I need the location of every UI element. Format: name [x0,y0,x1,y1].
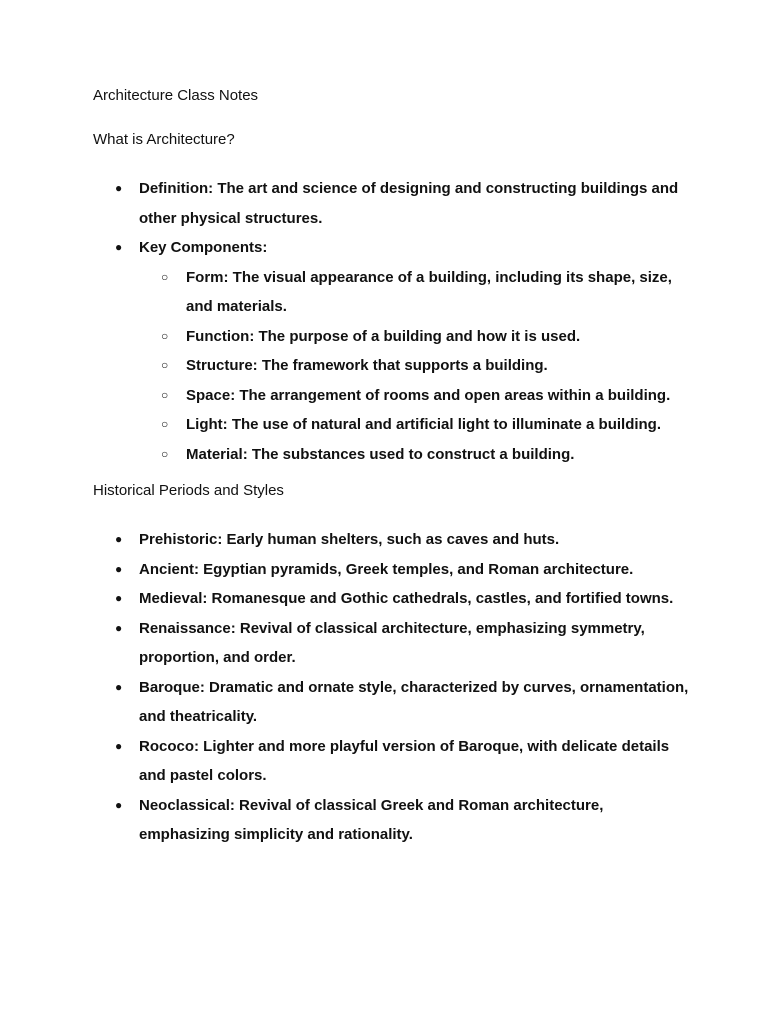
list-item: ● Rococo: Lighter and more playful version of Baroque, with delicate details and pastel colors. [93,732,693,791]
sub-list-item: ○ Function: The purpose of a building and how it is used. [139,322,693,352]
sub-list-item: ○ Material: The substances used to construct a building. [139,440,693,470]
bullet-list-historical-periods [93,525,693,850]
sub-list-item: ○ Space: The arrangement of rooms and open areas within a building. [139,381,693,411]
bullet-list-what-is-architecture [93,174,693,469]
list-item: ● Medieval: Romanesque and Gothic cathedrals, castles, and fortified towns. [93,584,693,614]
list-item [93,233,693,469]
list-item: ● Renaissance: Revival of classical architecture, emphasizing symmetry, proportion, and order. [93,614,693,673]
list-item [93,174,693,233]
sub-list-item: ○ Structure: The framework that supports a building. [139,351,693,381]
section-heading-what-is-architecture: What is Architecture? [93,131,235,148]
list-item: ● Baroque: Dramatic and ornate style, characterized by curves, ornamentation, and theatricality. [93,673,693,732]
document-title: Architecture Class Notes [93,87,259,104]
sub-list-item: ○ Form: The visual appearance of a building, including its shape, size, and materials. [139,263,693,322]
document-page [93,86,693,850]
list-item-text: Key Components: [139,239,268,256]
list-item: ● Neoclassical: Revival of classical Greek and Roman architecture, emphasizing simplicity and rationality. [93,791,693,850]
sub-list-item: ○ Light: The use of natural and artificial light to illuminate a building. [139,410,693,440]
list-item-text: Definition: The art and science of designing and constructing buildings and other physical structures. [139,180,679,227]
list-item: ● Ancient: Egyptian pyramids, Greek temples, and Roman architecture. [93,555,693,585]
list-item: ● Prehistoric: Early human shelters, such as caves and huts. [93,525,693,555]
section-heading-historical-periods: Historical Periods and Styles [93,482,284,499]
section-divider [93,469,693,481]
sub-bullet-list-key-components [139,263,693,470]
